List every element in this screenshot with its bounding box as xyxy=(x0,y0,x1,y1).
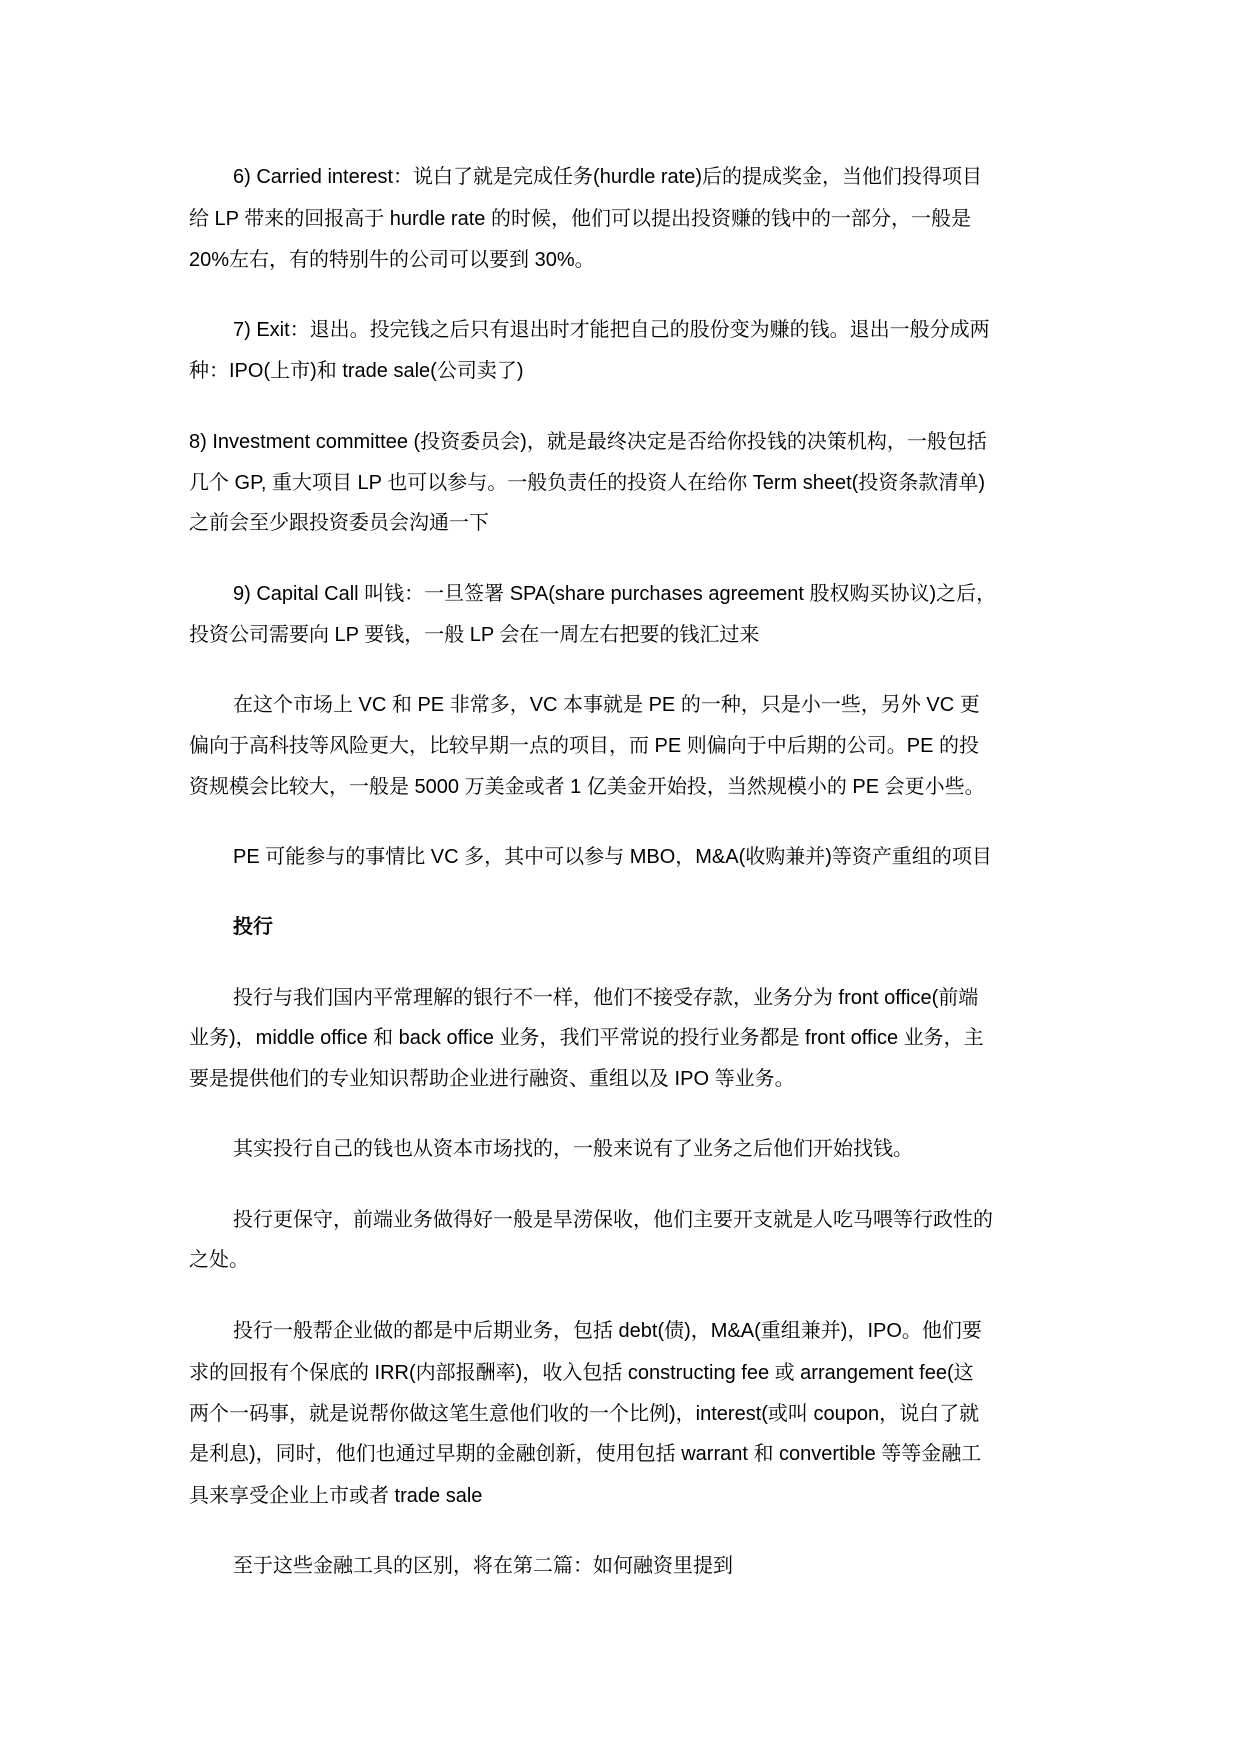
paragraph-investment-committee-line: 几个 GP, 重大项目 LP 也可以参与。一般负责任的投资人在给你 Term sheet(投资条款清单) xyxy=(189,472,986,494)
paragraph-carried-interest-line: 20%左右，有的特别牛的公司可以要到 30%。 xyxy=(189,249,595,271)
paragraph-investment-committee-line: 之前会至少跟投资委员会沟通一下 xyxy=(189,512,489,534)
paragraph-ib-intro-line: 投行与我们国内平常理解的银行不一样，他们不接受存款，业务分为 front office(前端 xyxy=(233,987,979,1009)
paragraph-investment-committee-line: 8) Investment committee (投资委员会)，就是最终决定是否给你投钱的决策机构，一般包括 xyxy=(189,431,987,453)
paragraph-carried-interest-line: 给 LP 带来的回报高于 hurdle rate 的时候，他们可以提出投资赚的钱中的一部分，一般是 xyxy=(189,208,971,230)
paragraph-vc-pe-line: 在这个市场上 VC 和 PE 非常多，VC 本事就是 PE 的一种，只是小一些，另外 VC 更 xyxy=(233,694,980,716)
paragraph-ib-intro-line: 要是提供他们的专业知识帮助企业进行融资、重组以及 IPO 等业务。 xyxy=(189,1068,795,1090)
paragraph-vc-pe-line: 偏向于高科技等风险更大，比较早期一点的项目，而 PE 则偏向于中后期的公司。PE 的投 xyxy=(189,735,980,757)
paragraph-exit-line: 7) Exit：退出。投完钱之后只有退出时才能把自己的股份变为赚的钱。退出一般分成两 xyxy=(233,319,990,341)
paragraph-ib-business-line: 投行一般帮企业做的都是中后期业务，包括 debt(债)，M&A(重组兼并)，IPO。他们要 xyxy=(233,1320,982,1342)
paragraph-ib-funding-line: 其实投行自己的钱也从资本市场找的，一般来说有了业务之后他们开始找钱。 xyxy=(233,1138,913,1160)
paragraph-ib-conservative-line: 之处。 xyxy=(189,1249,249,1271)
paragraph-carried-interest-line: 6) Carried interest：说白了就是完成任务(hurdle rate)后的提成奖金，当他们投得项目 xyxy=(233,166,982,188)
paragraph-capital-call-line: 9) Capital Call 叫钱：一旦签署 SPA(share purchases agreement 股权购买协议)之后， xyxy=(233,583,997,605)
paragraph-ib-intro-line: 业务)，middle office 和 back office 业务，我们平常说的投行业务都是 front office 业务，主 xyxy=(189,1027,984,1049)
paragraph-ib-business-line: 具来享受企业上市或者 trade sale xyxy=(189,1485,483,1507)
paragraph-ib-business-line: 是利息)，同时，他们也通过早期的金融创新，使用包括 warrant 和 convertible 等等金融工 xyxy=(189,1443,982,1465)
paragraph-capital-call-line: 投资公司需要向 LP 要钱，一般 LP 会在一周左右把要的钱汇过来 xyxy=(189,624,760,646)
paragraph-pe-scope-line: PE 可能参与的事情比 VC 多，其中可以参与 MBO，M&A(收购兼并)等资产重组的项目 xyxy=(233,846,992,868)
paragraph-closing-line: 至于这些金融工具的区别，将在第二篇：如何融资里提到 xyxy=(233,1555,733,1577)
paragraph-exit-line: 种：IPO(上市)和 trade sale(公司卖了) xyxy=(189,360,524,382)
paragraph-ib-conservative-line: 投行更保守，前端业务做得好一般是旱涝保收，他们主要开支就是人吃马喂等行政性的 xyxy=(233,1209,993,1231)
section-heading-investment-bank: 投行 xyxy=(233,916,273,938)
paragraph-ib-business-line: 求的回报有个保底的 IRR(内部报酬率)，收入包括 constructing fee 或 arrangement fee(这 xyxy=(189,1362,974,1384)
paragraph-vc-pe-line: 资规模会比较大，一般是 5000 万美金或者 1 亿美金开始投，当然规模小的 PE 会更小些。 xyxy=(189,776,985,798)
paragraph-ib-business-line: 两个一码事，就是说帮你做这笔生意他们收的一个比例)，interest(或叫 coupon，说白了就 xyxy=(189,1403,980,1425)
